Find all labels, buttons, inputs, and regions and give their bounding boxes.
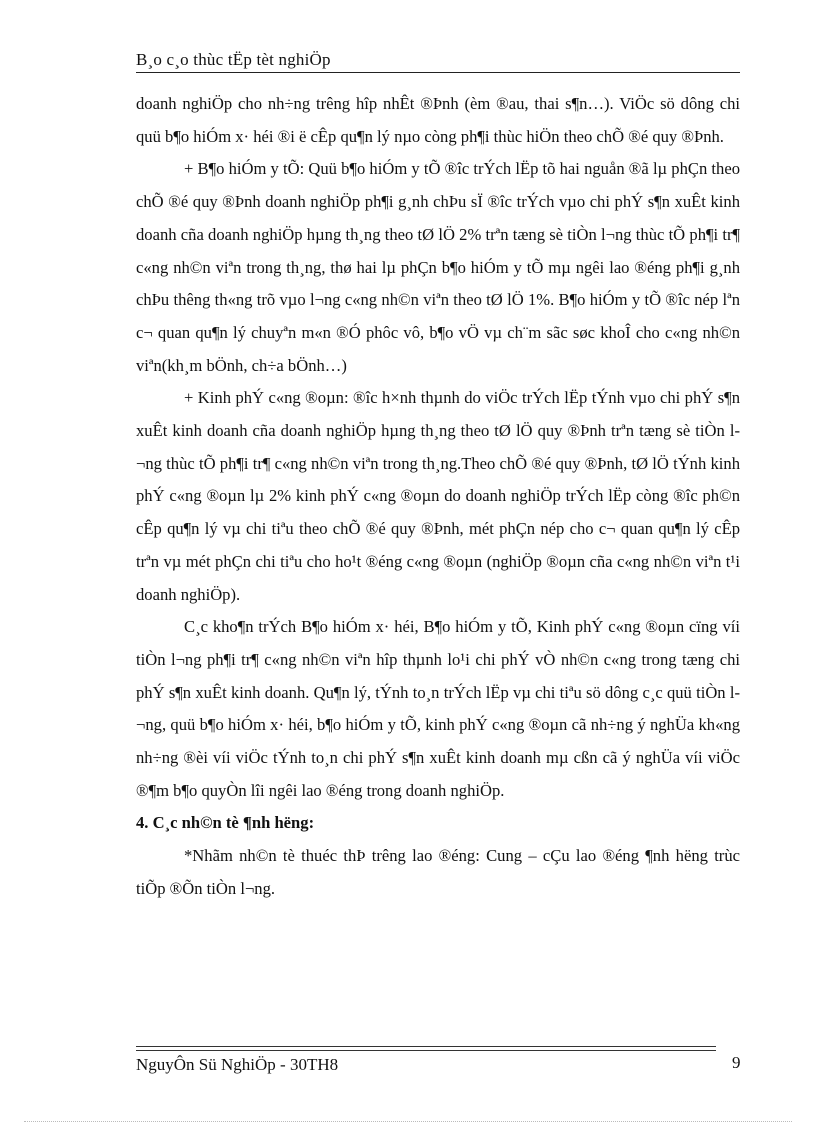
document-body bbox=[136, 88, 740, 906]
paragraph-health-insurance: + B¶o hiÓm y tÕ: Quü b¶o hiÓm y tÕ ®îc trÝch lËp tõ hai nguån ®ã lµ phÇn theo chÕ ®é quy ®Þnh doanh nghiÖp ph¶i g¸nh chÞu sÏ ®îc trÝch vµo chi phÝ s¶n xuÊt kinh doanh cña doanh nghiÖp hµng th¸ng theo tØ lÖ 2% trªn tæng sè tiÒn l¬ng thùc tÕ ph¶i tr¶ c«ng nh©n viªn trong th¸ng, thø hai lµ phÇn b¶o hiÓm y tÕ mµ ngêi lao ®éng ph¶i g¸nh chÞu thêng th«ng trõ vµo l¬ng c«ng nh©n viªn theo tØ lÖ 1%. B¶o hiÓm y tÕ ®îc nép lªn c¬ quan qu¶n lý chuyªn m«n ®Ó phôc vô, b¶o vÖ vµ ch¨m sãc søc khoÎ cho c«ng nh©n viªn(kh¸m bÖnh, ch÷a bÖnh…) bbox=[136, 159, 740, 375]
page-edge-dotted-line bbox=[24, 1121, 792, 1122]
footer-author: NguyÔn Sü NghiÖp - 30TH8 bbox=[136, 1055, 339, 1074]
page-number: 9 bbox=[732, 1053, 741, 1072]
footer-divider-bottom bbox=[136, 1050, 716, 1051]
header-divider bbox=[136, 72, 740, 73]
page-header-title: B¸o c¸o thùc tËp tèt nghiÖp bbox=[136, 50, 331, 69]
section-heading: 4. C¸c nh©n tè ¶nh hëng: bbox=[136, 813, 315, 833]
paragraph-union-fee: + Kinh phÝ c«ng ®oµn: ®îc h×nh thµnh do viÖc trÝch lËp tÝnh vµo chi phÝ s¶n xuÊt kinh doanh cña doanh nghiÖp hµng th¸ng theo tØ lÖ quy ®Þnh trªn tæng sè tiÒn l¬ng thùc tÕ ph¶i tr¶ c«ng nh©n viªn trong th¸ng.Theo chÕ ®é quy ®Þnh, tØ lÖ tÝnh kinh phÝ c«ng ®oµn lµ 2% kinh phÝ c«ng ®oµn do doanh nghiÖp trÝch lËp còng ®îc ph©n cÊp qu¶n lý vµ chi tiªu theo chÕ ®é quy ®Þnh, mét phÇn nép cho c¬ quan qu¶n lý cÊp trªn vµ mét phÇn chi tiªu cho ho¹t ®éng c«ng ®oµn (nghiÖp ®oµn cña c«ng nh©n viªn t¹i doanh nghiÖp). bbox=[136, 388, 740, 604]
paragraph-deductions: C¸c kho¶n trÝch B¶o hiÓm x· héi, B¶o hiÓm y tÕ, Kinh phÝ c«ng ®oµn cïng víi tiÒn l¬ng ph¶i tr¶ c«ng nh©n viªn hîp thµnh lo¹i chi phÝ vÒ nh©n c«ng trong tæng chi phÝ s¶n xuÊt kinh doanh. Qu¶n lý, tÝnh to¸n trÝch lËp vµ chi tiªu sö dông c¸c quü tiÒn l¬ng, quü b¶o hiÓm x· héi, b¶o hiÓm y tÕ, kinh phÝ c«ng ®oµn cã nh÷ng ý nghÜa kh«ng nh÷ng ®èi víi viÖc tÝnh to¸n chi phÝ s¶n xuÊt kinh doanh mµ cßn cã ý nghÜa víi viÖc ®¶m b¶o quyÒn lîi ngêi lao ®éng trong doanh nghiÖp. bbox=[136, 617, 740, 800]
paragraph-labor-market: *Nhãm nh©n tè thuéc thÞ trêng lao ®éng: Cung – cÇu lao ®éng ¶nh hëng trùc tiÕp ®Õn tiÒn l¬ng. bbox=[136, 846, 740, 898]
footer-divider-top bbox=[136, 1046, 716, 1047]
paragraph-1: doanh nghiÖp cho nh÷ng trêng hîp nhÊt ®Þnh (èm ®au, thai s¶n…). ViÖc sö dông chi quü b¶o hiÓm x· héi ®i ë cÊp qu¶n lý nµo còng ph¶i thùc hiÖn theo chÕ ®é quy ®Þnh. bbox=[136, 94, 740, 146]
